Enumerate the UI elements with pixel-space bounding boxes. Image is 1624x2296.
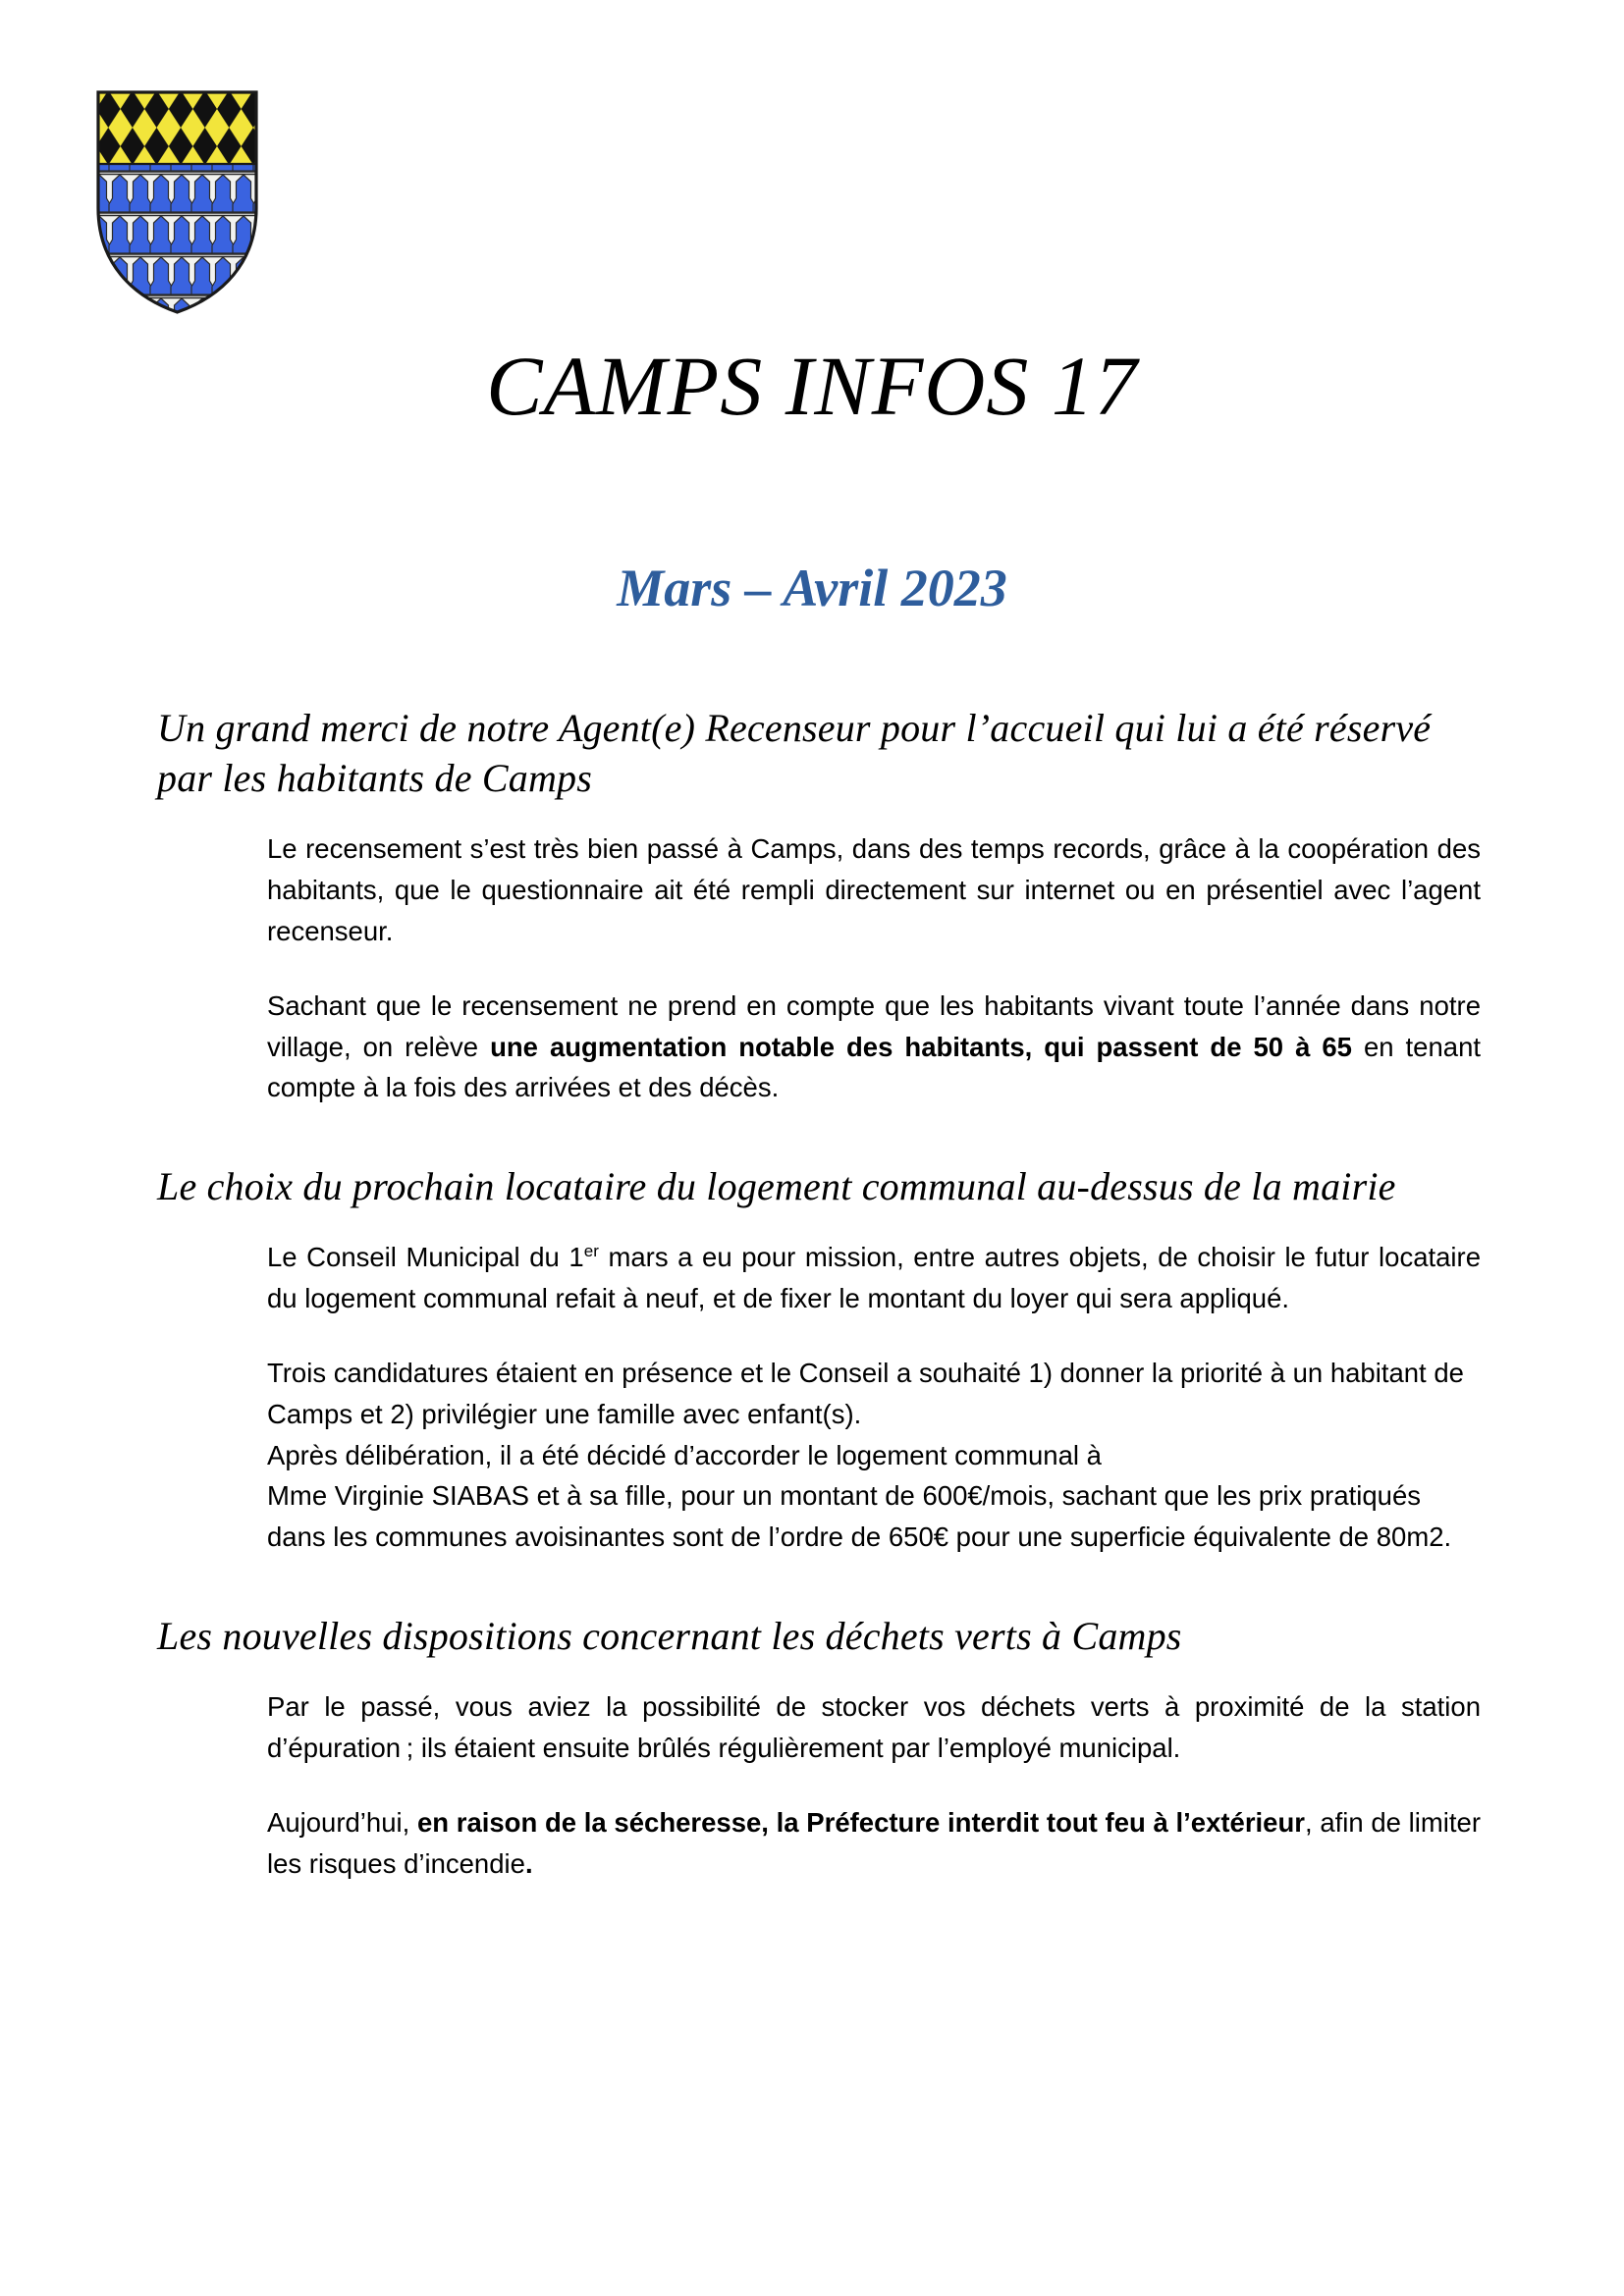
section-body [267, 828, 1481, 1108]
paragraph [267, 1237, 1481, 1319]
text-run: , afin de limiter les risques d’incendie [267, 1806, 1481, 1879]
paragraph [267, 1353, 1481, 1558]
paragraph [267, 1686, 1481, 1769]
text-run: mars a eu pour mission, entre autres objets, de choisir le futur locataire du logement communal refait à neuf, et de fixer le montant du loyer qui sera appliqué. [267, 1242, 1481, 1314]
text-run: Par le passé, vous aviez la possibilité de stocker vos déchets verts à proximité de la station d’épuration ; ils étaient ensuite brûlés régulièrement par l’employé municipal. [267, 1691, 1481, 1763]
text-run-bold: une augmentation notable des habitants, qui passent de 50 à 65 [490, 1031, 1352, 1062]
text-run-bold: . [524, 1847, 533, 1879]
paragraph-line: Mme Virginie SIABAS et à sa fille, pour un montant de 600€/mois, sachant que les prix pratiqués dans les communes avoisinantes sont de l’ordre de 650€ pour une superficie équivalente de 80m2. [267, 1480, 1452, 1553]
section-heading: Un grand merci de notre Agent(e) Recenseur pour l’accueil qui lui a été réservé par les habitants de Camps [157, 706, 1432, 801]
text-run: Aujourd’hui, [267, 1806, 417, 1838]
section-body [267, 1237, 1481, 1558]
paragraph [267, 828, 1481, 951]
text-run-superscript: er [583, 1242, 599, 1261]
text-run-bold: en raison de la sécheresse, la Préfecture interdit tout feu à l’extérieur [416, 1806, 1305, 1838]
text-run: en tenant compte à la fois des arrivées et des décès. [267, 1031, 1482, 1103]
paragraph-line: Après délibération, il a été décidé d’accorder le logement communal à [267, 1439, 1102, 1470]
coat-of-arms-crest [96, 90, 258, 314]
text-run: Sachant que le recensement ne prend en compte que les habitants vivant toute l’année dans notre village, on relève [267, 989, 1481, 1062]
document-section [157, 1161, 1481, 1558]
paragraph [267, 1802, 1481, 1885]
issue-date-subtitle: Mars – Avril 2023 [617, 559, 1007, 617]
text-run: Le recensement s’est très bien passé à Camps, dans des temps records, grâce à la coopération des habitants, que le questionnaire ait été rempli directement sur internet ou en présentiel avec l’agent recenseur. [267, 833, 1481, 946]
document-section [157, 703, 1481, 1108]
paragraph [267, 986, 1481, 1108]
page-title: CAMPS INFOS 17 [486, 339, 1138, 433]
crest-svg [96, 90, 258, 314]
shield-chief [96, 90, 258, 165]
document-section [157, 1611, 1481, 1884]
text-run: Le Conseil Municipal du 1 [267, 1242, 584, 1273]
section-body [267, 1686, 1481, 1884]
document-body [157, 703, 1481, 1884]
shield-field [96, 90, 258, 314]
paragraph-line: Trois candidatures étaient en présence et le Conseil a souhaité 1) donner la priorité à un habitant de Camps et 2) privilégier une famille avec enfant(s). [267, 1357, 1464, 1429]
section-heading: Les nouvelles dispositions concernant les déchets verts à Camps [157, 1613, 1182, 1658]
section-heading: Le choix du prochain locataire du logement communal au-dessus de la mairie [157, 1164, 1396, 1209]
